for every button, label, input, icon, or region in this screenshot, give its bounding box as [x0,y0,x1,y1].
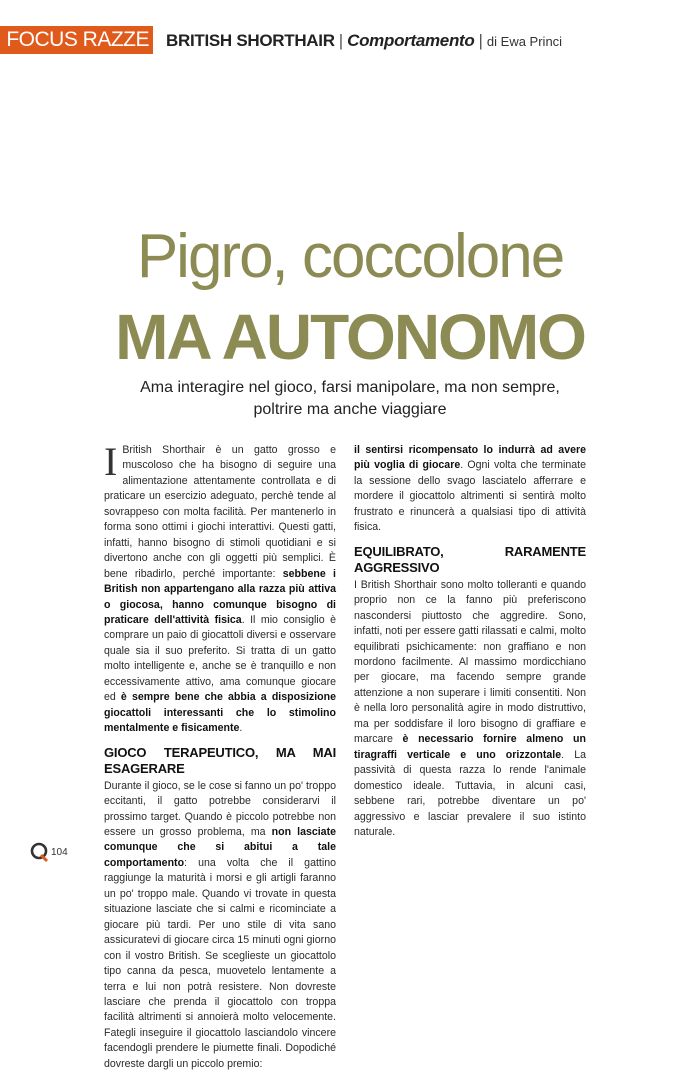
article-column-right [354,443,586,840]
headline-line-2: MA AUTONOMO [115,301,585,373]
text-run: . Il mio consiglio è comprare un paio di giocattoli diversi e osservare quale sia il suo preferito. Si tratta di un gatto molto intelligente e, anche se è tranquillo e non eccessivamente attivo, ama comunque giocare ed [104,613,336,704]
bold-run: il sentirsi ricompensato lo indurrà ad avere più voglia di giocare [354,444,586,472]
text-run: Durante il gioco, se le cose si fanno un po' troppo eccitanti, il gatto potrebbe considerarvi il prossimo target. Quando è piccolo potrebbe non essere un grosso problema, ma [104,779,336,838]
paragraph-intro [104,439,336,737]
headline-line-1: Pigro, coccolone [136,222,564,291]
subtitle-line-1: Ama interagire nel gioco, farsi manipolare, ma non sempre, [140,379,560,396]
bold-run: non lasciate comunque che si abitui a tale comportamento [104,825,336,869]
page-folio [30,841,68,863]
header-separator-2: | [478,31,483,50]
bold-run: sebbene i British non appartengano alla razza più attiva o giocosa, hanno comunque bisogno di praticare dell'attività fisica [104,567,336,626]
page-number: 104 [51,846,68,858]
text-run: : una volta che il gattino raggiunge la maturità i morsi e gli artigli faranno un po' troppo male. Quando vi trovate in questa situazione lasciate che si calmi e ricominciate a giocare più tardi. Per uno stile di vita sano assicuratevi di giocare circa 15 minuti ogni giorno con il vostro British. Se sceglieste un giocattolo tipo canna da pesca, muovetelo lentamente a terra e lui non potrà resistere. Non dovreste lasciare che prenda il giocattolo con troppa facilità altrimenti si annoierà molto velocemente. Fategli inseguire il giocattolo lasciandolo vincere facendogli prendere le piumette finali. Dopodiché dovreste dargli un piccolo premio: [104,856,336,1070]
paragraph-gioco [104,779,336,1072]
author-credit: di Ewa Princi [486,34,563,49]
paragraph-equilibrato [354,578,586,841]
bold-run: è sempre bene che abbia a disposizione giocattoli interessanti che lo stimolino mentalmente e fisicamente [104,691,336,735]
header-line [166,30,562,53]
bold-run: è necessario fornire almeno un tiragraffi verticale e uno orizzontale [354,733,586,761]
text-run: I British Shorthair sono molto tolleranti e quando proprio non ce la fanno più preferiscono nascondersi piuttosto che aggredire. Sono, infatti, noti per essere gatti rilassati e calmi, molto equilibrati psichicamente: non graffiano e non mordono facilmente. Al massimo mordicchiano per giocare, ma facendo sempre grande attenzione a non superare i limiti consentiti. Non è nella loro personalità agire in modo distruttivo, ma per soddisfare il loro bisogno di graffiare e marcare [354,578,586,746]
header-separator: | [338,31,344,50]
subheading-gioco: GIOCO TERAPEUTICO, MA MAI ESAGERARE [104,744,336,776]
subtitle-line-2: poltrire ma anche viaggiare [253,401,447,418]
subheading-equilibrato: EQUILIBRATO, RARAMENTE AGGRESSIVO [354,543,586,575]
subtitle [120,377,580,421]
magazine-logo-icon [30,841,50,863]
breed-label: BRITISH SHORTHAIR [166,31,335,50]
article-column-left [104,439,336,1072]
text-run: . Ogni volta che terminate la sessione dello svago lasciatelo afferrare e mordere il giocattolo altrimenti si sentirà molto frustrato e rinuncerà a qualsiasi tipo di attività fisica. [354,459,586,534]
section-tag: FOCUS RAZZE [0,26,153,54]
page-header [0,26,700,54]
text-run: British Shorthair è un gatto grosso e muscoloso che ha bisogno di seguire una alimentazione attentamente controllata e di praticare un esercizio adeguato, perchè tende al sovrappeso con molta facilità. Per mantenerlo in forma sono ottimi i giochi interattivi. Questi gatti, infatti, hanno bisogno di stimoli quotidiani e si divertono anche con gli oggetti più semplici. È bene ribadirlo, perché importante: [104,444,336,580]
drop-cap: I [104,439,118,484]
text-run: . [239,722,243,735]
paragraph-gioco-cont [354,443,586,536]
section-label: Comportamento [347,31,475,50]
text-run: . La passività di questa razza lo rende l'animale domestico ideale. Tuttavia, in alcuni casi, sebbene rari, potrebbe diventare un po' aggressivo e lasciar prevalere il suo istinto naturale. [354,748,587,838]
